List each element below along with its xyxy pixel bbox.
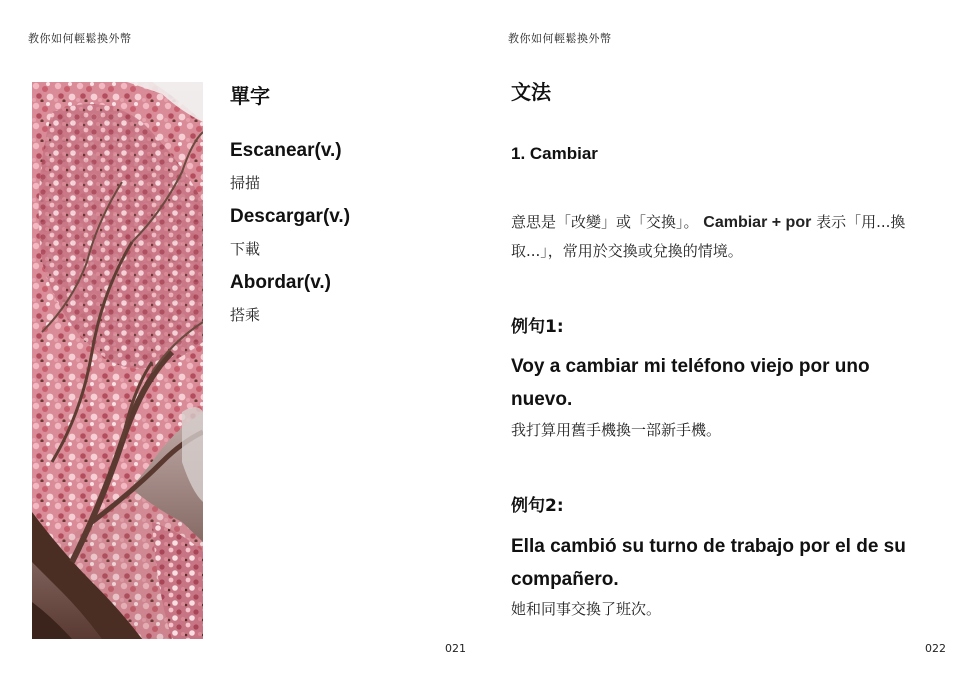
vocab-item: [230, 204, 460, 260]
vocab-meaning: 下載: [230, 240, 261, 258]
vocab-item: [230, 138, 460, 194]
grammar-explanation: [511, 208, 921, 265]
vocabulary-section: [230, 82, 460, 336]
grammar-section: [511, 78, 931, 618]
vocab-word: Abordar(v.): [230, 272, 331, 293]
right-page: [480, 0, 960, 678]
grammar-title: 文法: [511, 80, 551, 104]
example-translation: 她和同事交換了班次。: [511, 600, 662, 618]
vocab-word: Descargar(v.): [230, 206, 351, 227]
vocabulary-title: 單字: [230, 84, 270, 108]
example-sentence: Voy a cambiar mi teléfono viejo por uno nuevo.: [511, 356, 870, 410]
vocab-item: [230, 270, 460, 326]
example-label: 例句2:: [511, 496, 564, 516]
example-translation: 我打算用舊手機換一部新手機。: [511, 421, 722, 439]
vocab-meaning: 掃描: [230, 174, 261, 192]
example-sentence: Ella cambió su turno de trabajo por el de su compañero.: [511, 536, 906, 590]
explanation-text: 意思是「改變」或「交換」。: [511, 213, 704, 231]
vocab-meaning: 搭乘: [230, 306, 261, 324]
explanation-text: 表示「用...換取...」，常用於交換或兌換的情境。: [511, 213, 906, 260]
running-header: 教你如何輕鬆換外幣: [28, 32, 132, 45]
cherry-blossom-photo: [32, 82, 203, 639]
vocab-word: Escanear(v.): [230, 140, 342, 161]
page-number: 021: [445, 642, 466, 655]
grammar-point-heading: 1. Cambiar: [511, 144, 598, 163]
explanation-formula: Cambiar + por: [703, 214, 812, 231]
example-label: 例句1:: [511, 317, 564, 337]
page-number: 022: [925, 642, 946, 655]
running-header: 教你如何輕鬆換外幣: [508, 32, 612, 45]
